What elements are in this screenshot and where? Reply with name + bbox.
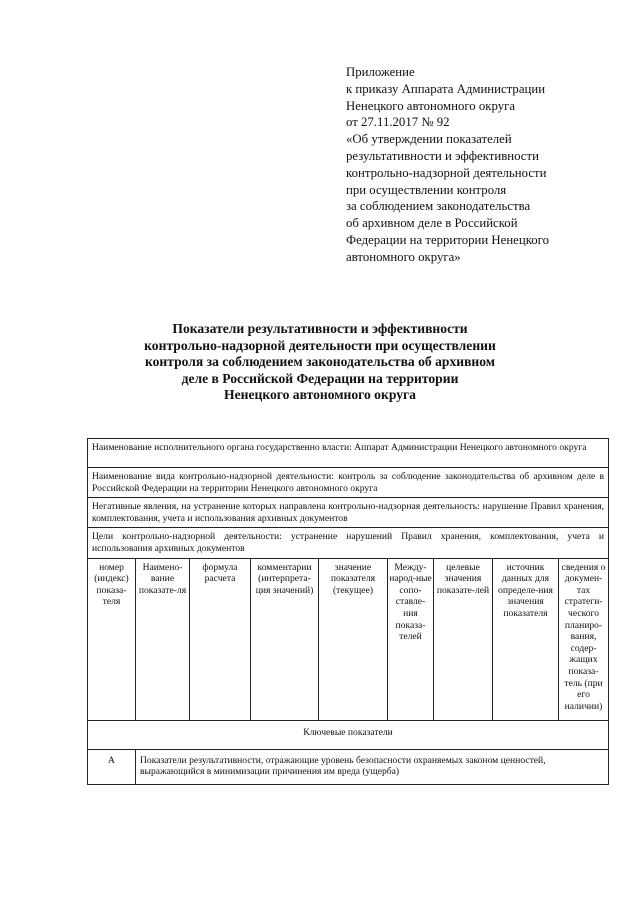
row-index: А	[88, 749, 136, 784]
appendix-line: результативности и эффективности	[346, 148, 539, 163]
appendix-line: Федерации на территории Ненецкого	[346, 232, 549, 247]
appendix-line: Приложение	[346, 65, 415, 79]
column-header: источник данных для определе-ния значения показателя	[493, 558, 559, 721]
appendix-line: за соблюдением законодательства	[346, 199, 531, 214]
column-header: Между-народ-ные сопо-ставле-ния показа-телей	[388, 558, 434, 721]
column-header: Наимено-вание показате-ля	[136, 558, 190, 721]
title-line: контроля за соблюдением законодательства об архивном	[144, 354, 496, 370]
column-header: номер (индекс) показа-теля	[88, 558, 136, 721]
column-header: комментарии (интерпрета-ция значений)	[251, 558, 319, 721]
appendix-line: контрольно-надзорной деятельности	[346, 165, 547, 180]
column-header: формула расчета	[190, 558, 251, 721]
appendix-line: при осуществлении контроля	[346, 182, 507, 197]
appendix-line: от 27.11.2017 № 92	[346, 115, 450, 130]
row-description: Показатели результативности, отражающие уровень безопасности охраняемых законом ценностей, выражающийся в минимизации причинения им вреда (ущерба)	[136, 749, 609, 784]
indicators-table	[87, 438, 609, 785]
column-header: сведения о докумен-тах стратеги-ческого планиро-вания, содер-жащих показа-тель (при его наличии)	[559, 558, 609, 721]
title-line: Ненецкого автономного округа	[224, 387, 416, 403]
appendix-line: автономного округа»	[346, 249, 461, 264]
table-row	[88, 749, 609, 784]
table-header-row	[88, 558, 609, 721]
appendix-block	[346, 64, 606, 266]
column-header: значение показателя (текущее)	[319, 558, 388, 721]
key-indicators-heading: Ключевые показатели	[88, 721, 609, 750]
info-row-authority: Наименование исполнительного органа государственно власти: Аппарат Администрации Ненецкого автономного округа	[88, 439, 609, 468]
appendix-line: к приказу Аппарата Администрации	[346, 81, 546, 96]
info-row-negative-phenomena: Негативные явления, на устранение которых направлена контрольно-надзорная деятельность: нарушение Правил хранения, комплектования, учета и использования архивных документов	[88, 498, 609, 528]
title-line: контрольно-надзорной деятельности при осуществлении	[144, 337, 496, 353]
info-row-activity-type: Наименование вида контрольно-надзорной деятельности: контроль за соблюдение законодательства об архивном деле в Российской Федерации на территории Ненецкого автономного округа	[88, 468, 609, 498]
column-header: целевые значения показате-лей	[434, 558, 493, 721]
document-title	[120, 321, 520, 404]
appendix-line: «Об утверждении показателей	[346, 132, 512, 147]
appendix-line: об архивном деле в Российской	[346, 216, 518, 231]
appendix-line: Ненецкого автономного округа	[346, 98, 516, 113]
title-line: Показатели результативности и эффективности	[172, 321, 468, 336]
info-row-goals: Цели контрольно-надзорной деятельности: устранение нарушений Правил хранения, комплектования, учета и использования архивных документов	[88, 528, 609, 558]
title-line: деле в Российской Федерации на территории	[181, 370, 459, 386]
